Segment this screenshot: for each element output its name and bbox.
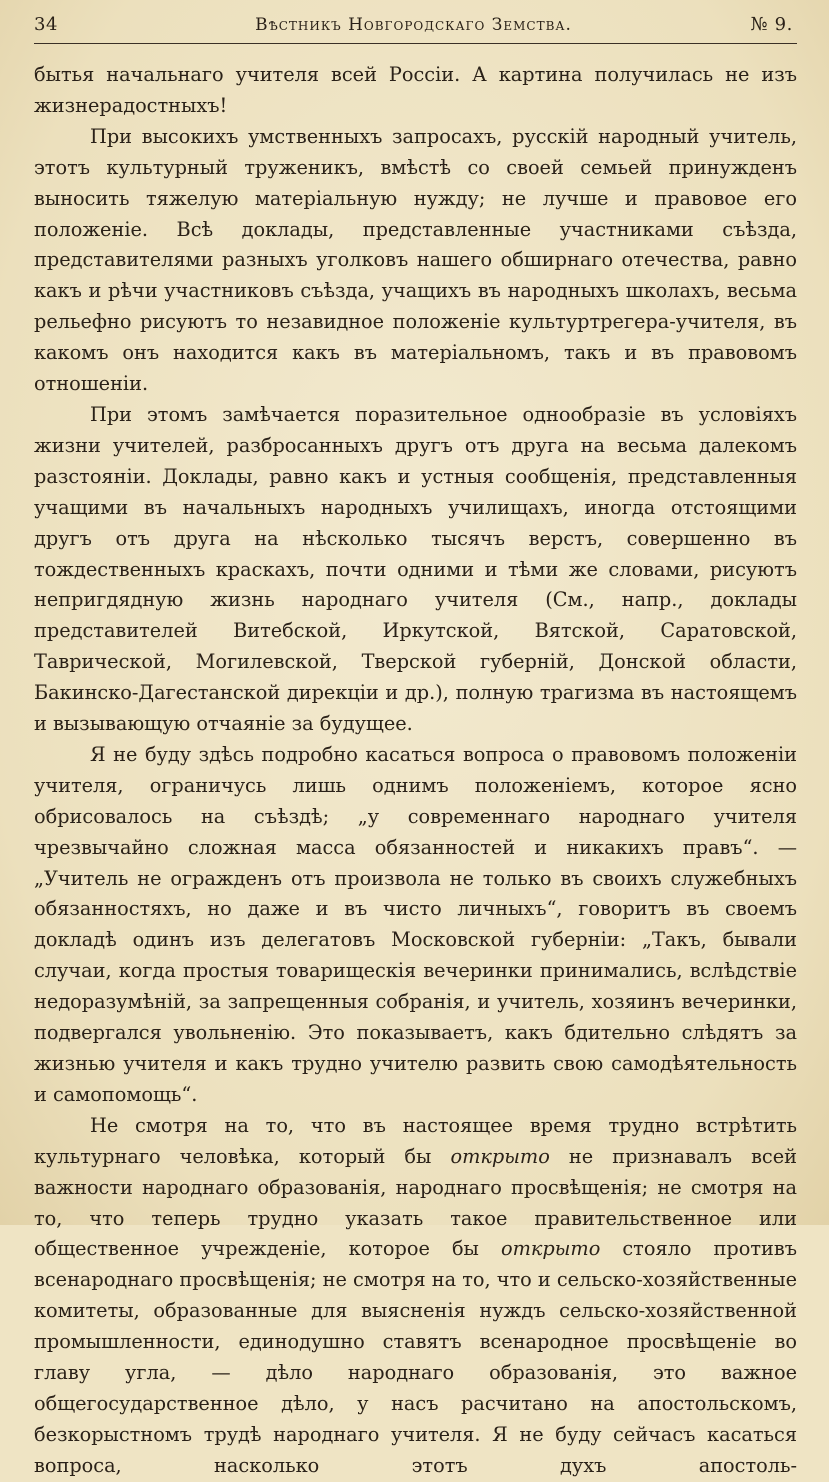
paragraph-3: При этомъ замѣчается поразительное однообразіе въ условіяхъ жизни учителей, разбросанныхъ другъ отъ друга на весьма далекомъ разстояніи. Доклады, равно какъ и устныя сообщенія, представленныя учащими въ начальныхъ народныхъ училищахъ, иногда отстоящими другъ отъ друга на нѣсколько тысячъ верстъ, совершенно въ тождественныхъ краскахъ, почти одними и тѣми же словами, рисуютъ непригдядную жизнь народнаго учителя (См., напр., доклады представителей Витебской, Иркутской, Вятской, Саратовской, Таврической, Могилевской, Тверской губерній, Донской области, Бакинско-Дагестанской дирекціи и др.), полную трагизма въ настоящемъ и вызывающую отчаяніе за будущее.	[34, 402, 797, 736]
paragraph-4: Я не буду здѣсь подробно касаться вопроса о правовомъ положеніи учителя, ограничусь лишь однимъ положеніемъ, которое ясно обрисовалось на съѣздѣ; „у современнаго народнаго учителя чрезвычайно сложная масса обязанностей и никакихъ правъ“. — „Учитель не огражденъ отъ произвола не только въ своихъ служебныхъ обязанностяхъ, но даже и въ чисто личныхъ“, говоритъ въ своемъ докладѣ одинъ изъ делегатовъ Московской губерніи: „Такъ, бывали случаи, когда простыя товарищескія вечеринки принимались, вслѣдствіе недоразумѣній, за запрещенныя собранія, и учитель, хозяинъ вечеринки, подвергался увольненію. Это показываетъ, какъ бдительно слѣдятъ за жизнью учителя и какъ трудно учителю развить свою самодѣятельность и самопомощь“.	[34, 742, 797, 1106]
emphasis-openly-2: открыто	[500, 1237, 601, 1261]
running-header	[34, 14, 797, 41]
journal-title: Вѣстникъ Новгородскаго Земства.	[255, 15, 572, 35]
page-number: 34	[34, 14, 59, 35]
paragraph-1: бытья начальнаго учителя всей Россіи. А картина получилась не изъ жизнерадостныхъ!	[34, 63, 797, 117]
issue-number: № 9.	[750, 14, 793, 35]
paragraph-5-part-2: не признавалъ всей важности народнаго образованія, народнаго просвѣщенія; не смотря на то, что теперь трудно указать такое правительственное или общественное учрежденіе, которое бы	[34, 1144, 797, 1261]
article-body	[34, 60, 797, 1482]
paragraph-5	[34, 1111, 797, 1482]
emphasis-openly-1: открыто	[450, 1144, 550, 1168]
paragraph-2: При высокихъ умственныхъ запросахъ, русскій народный учитель, этотъ культурный труженикъ, вмѣстѣ со своей семьей принужденъ выносить тяжелую матеріальную нужду; не лучше и правовое его положеніе. Всѣ доклады, представленные участниками съѣзда, представителями разныхъ уголковъ нашего обширнаго отечества, равно какъ и рѣчи участниковъ съѣзда, учащихъ въ народныхъ школахъ, весьма рельефно рисуютъ то незавидное положеніе культуртрегера-учителя, въ какомъ онъ находится какъ въ матеріальномъ, такъ и въ правовомъ отношеніи.	[34, 124, 797, 396]
header-rule	[34, 43, 797, 44]
paragraph-5-part-3: стояло противъ всенароднаго просвѣщенія; не смотря на то, что и сельско-хозяйственные комитеты, образованные для выясненія нуждъ сельско-хозяйственной промышленности, единодушно ставятъ всенародное просвѣщеніе во главу угла, — дѣло народнаго образованія, это важное общегосударственное дѣло, у насъ расчитано на апостольскомъ, безкорыстномъ трудѣ народнаго учителя. Я не буду сейчасъ касаться вопроса, насколько этотъ духъ апостоль-	[34, 1237, 798, 1477]
paragraph-5-part-1: Не смотря на то, что въ настоящее время трудно встрѣтить культурнаго человѣка, который бы	[34, 1113, 797, 1168]
